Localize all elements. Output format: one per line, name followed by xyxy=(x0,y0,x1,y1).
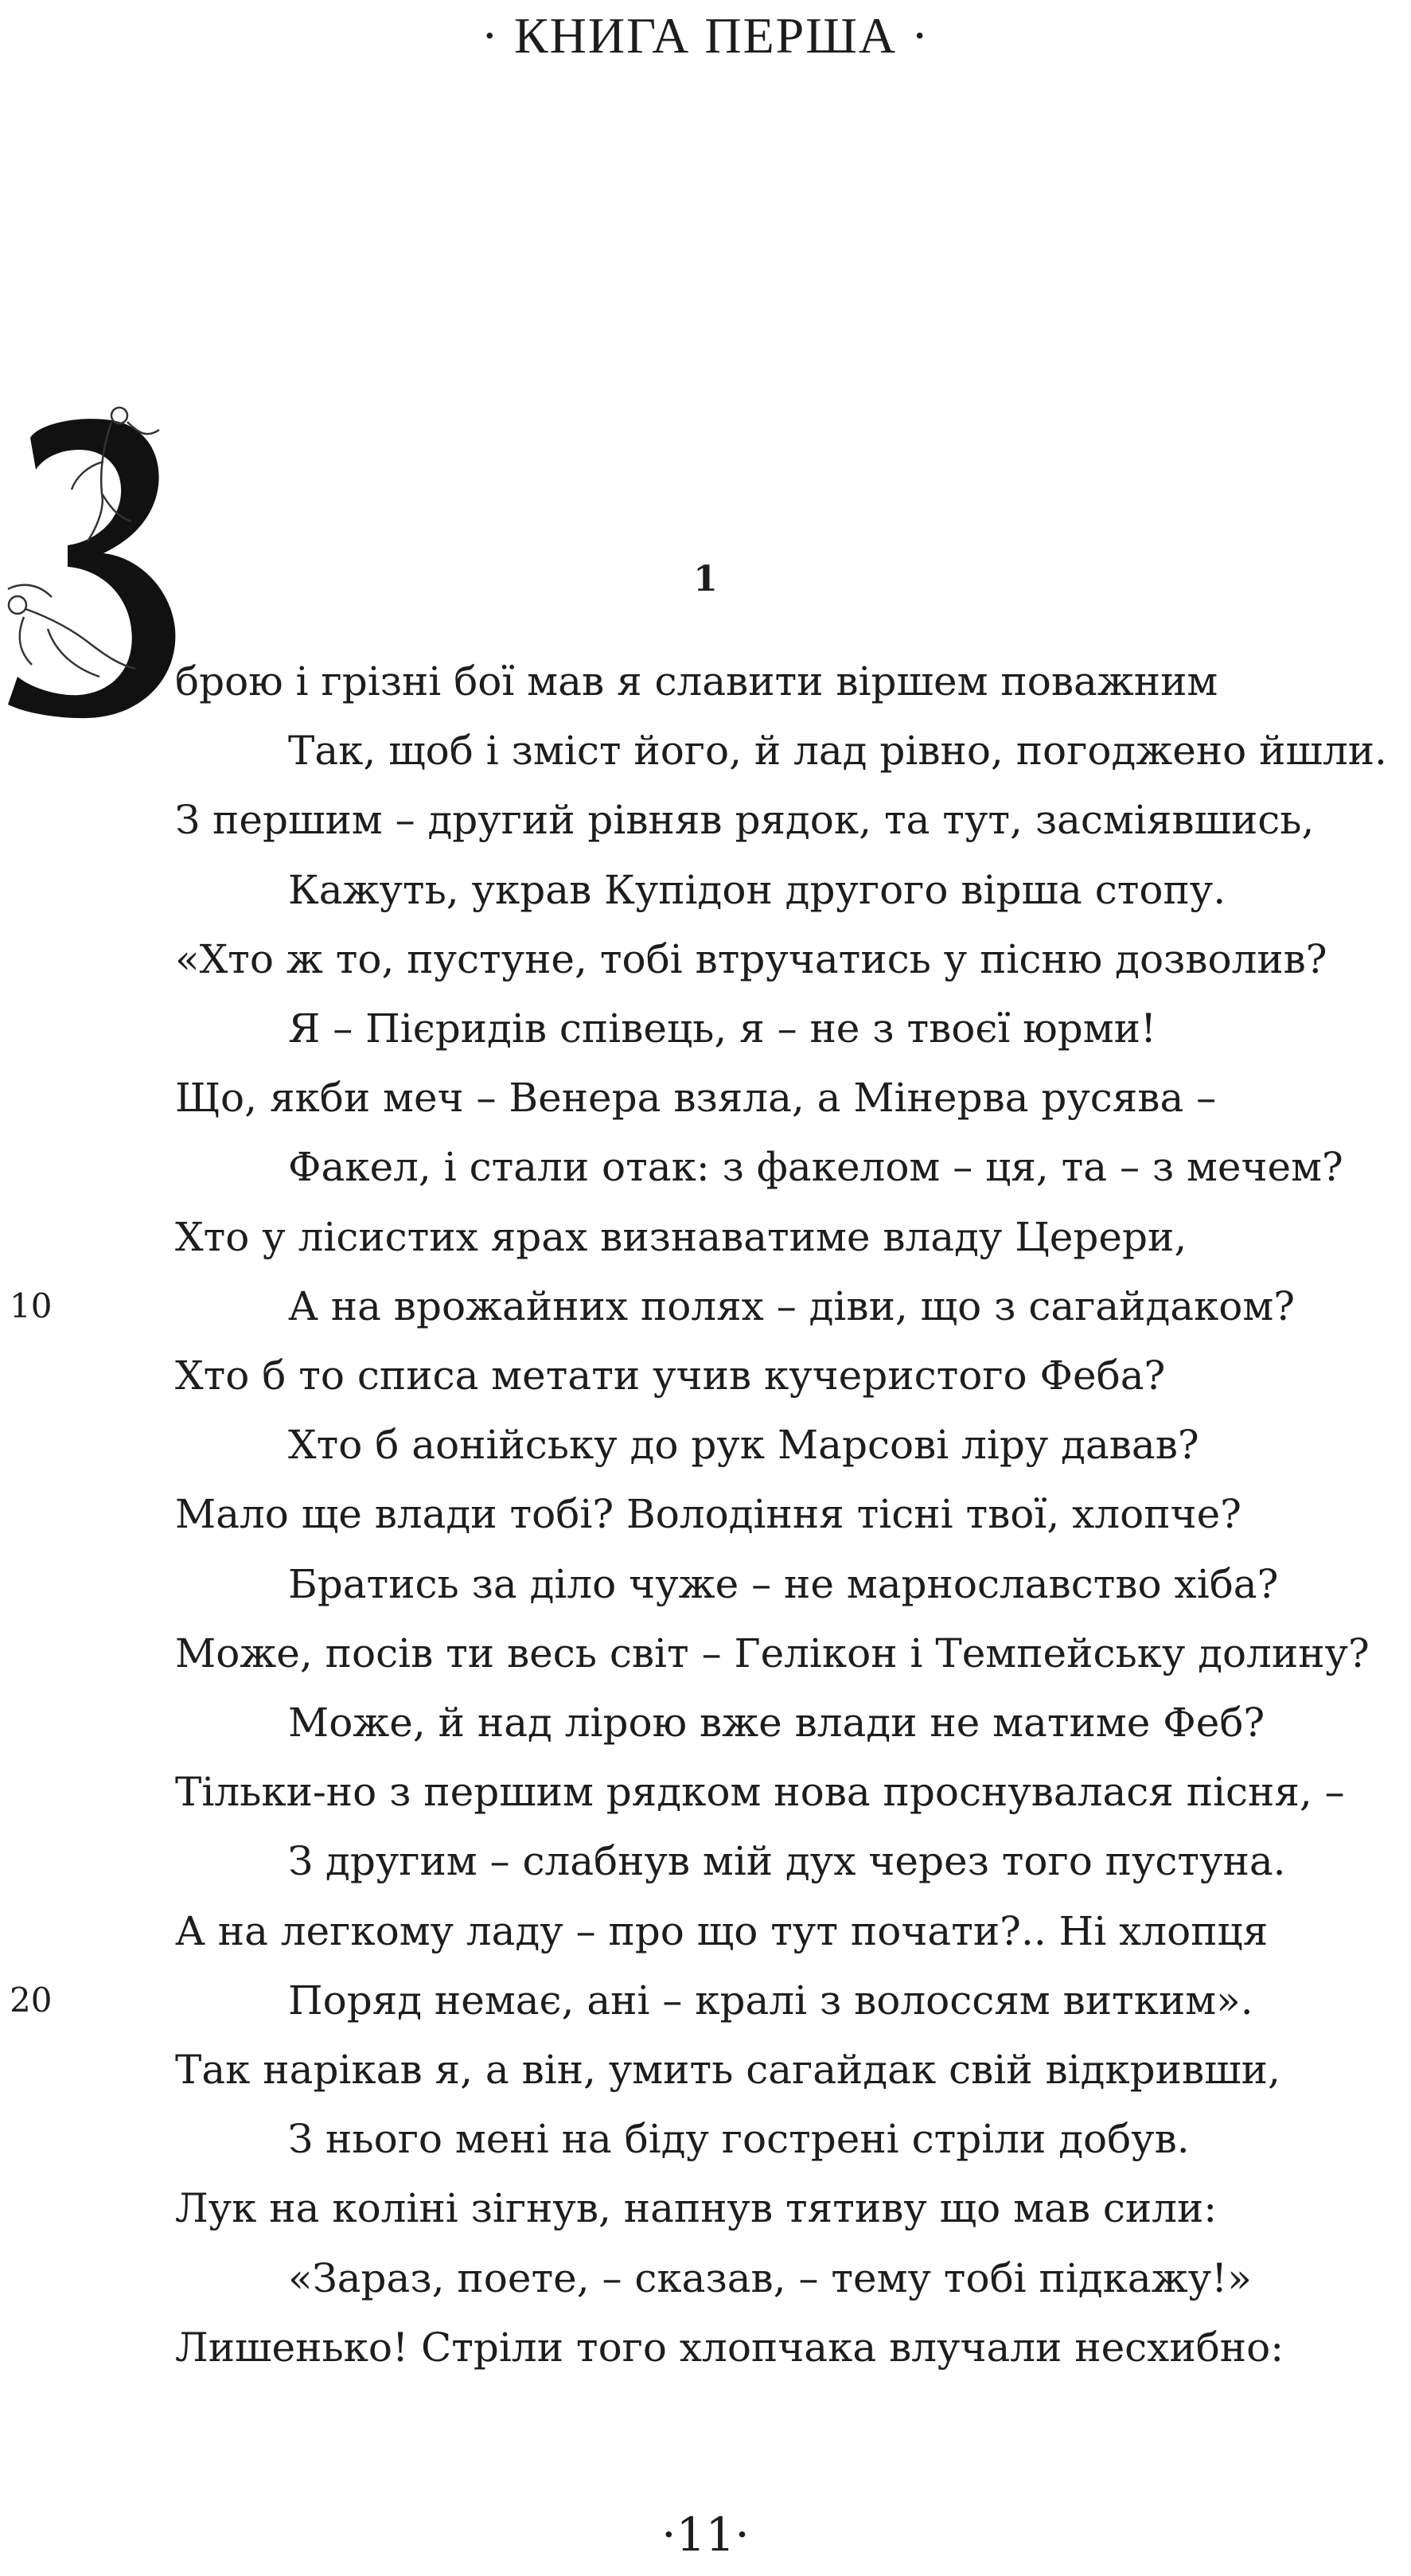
line-number: 10 xyxy=(10,1286,53,1325)
page-number: ·11· xyxy=(661,2508,750,2562)
poem-line: Я – Пієридів співець, я – не з твоєї юрми! xyxy=(288,1005,1157,1052)
poem-line: Так, щоб і зміст його, й лад рівно, погоджено йшли. xyxy=(288,728,1387,775)
poem-line: Може, й над лірою вже влади не матиме Феб? xyxy=(288,1700,1265,1746)
poem-line: А на врожайних полях – діви, що з сагайдаком? xyxy=(288,1282,1296,1329)
poem-line: Факел, і стали отак: з факелом – ця, та – з мечем? xyxy=(288,1144,1343,1191)
poem-line: Хто у лісистих ярах визнаватиме владу Церери, xyxy=(175,1213,1187,1260)
poem-line: Поряд немає, ані – кралі з волоссям витким». xyxy=(288,1977,1253,2024)
poem-line: Братись за діло чуже – не марнославство хіба? xyxy=(288,1560,1279,1607)
line-number: 20 xyxy=(10,1980,53,2020)
poem-line: Хто б аонійську до рук Марсові ліру давав? xyxy=(288,1422,1199,1469)
poem-number: 1 xyxy=(693,559,718,599)
poem-line: Так нарікав я, а він, умить сагайдак свій відкривши, xyxy=(175,2047,1280,2093)
poem-line: Лишенько! Стріли того хлопчака влучали несхибно: xyxy=(175,2324,1284,2371)
poem-line: Хто б то списа метати учив кучеристого Феба? xyxy=(175,1352,1166,1399)
poem-line: З нього мені на біду гострені стріли добув. xyxy=(288,2116,1190,2163)
poem-line: З першим – другий рівняв рядок, та тут, засміявшись, xyxy=(175,797,1315,844)
poem-line: брою і грізні бої мав я славити віршем поважним xyxy=(175,658,1218,704)
running-header: · КНИГА ПЕРША · xyxy=(481,7,930,64)
poem-line: А на легкому ладу – про що тут почати?.. Ні хлопця xyxy=(175,1907,1269,1954)
poem-line: Кажуть, украв Купідон другого вірша стопу. xyxy=(288,866,1226,913)
poem-line: З другим – слабнув мій дух через того пустуна. xyxy=(288,1838,1286,1885)
poem-line: Тільки-но з першим рядком нова проснувалася пісня, – xyxy=(175,1769,1345,1816)
poem-line: Мало ще влади тобі? Володіння тісні твої, хлопче? xyxy=(175,1491,1241,1538)
poem-line: Що, якби меч – Венера взяла, а Мінерва русява – xyxy=(175,1075,1217,1122)
poem-line: Лук на коліні зігнув, напнув тятиву що мав сили: xyxy=(175,2185,1218,2232)
poem-line: «Зараз, поете, – сказав, – тему тобі підкажу!» xyxy=(288,2254,1252,2301)
poem-line: «Хто ж то, пустуне, тобі втручатись у пісню дозволив? xyxy=(175,935,1327,982)
poem-line: Може, посів ти весь світ – Гелікон і Темпейську долину? xyxy=(175,1630,1370,1676)
